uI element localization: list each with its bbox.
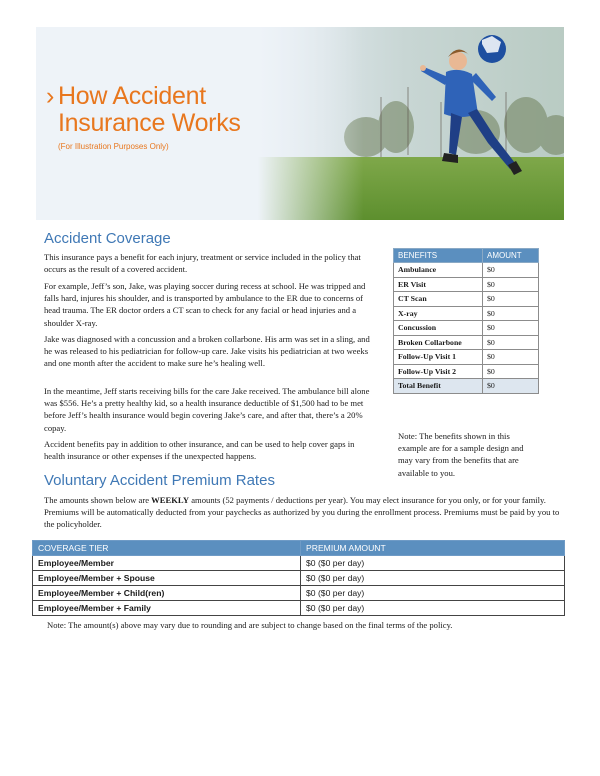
premium-intro <box>44 494 562 531</box>
premium-amount: $0 ($0 per day) <box>301 556 565 571</box>
accident-coverage-heading: Accident Coverage <box>44 230 171 247</box>
benefits-note: Note: The benefits shown in this example are for a sample design and may vary from the benefits that are available to you. <box>398 431 524 478</box>
benefit-amount: $0 <box>483 277 539 292</box>
benefit-amount: $0 <box>483 292 539 307</box>
premium-amount: $0 ($0 per day) <box>301 601 565 616</box>
benefit-amount: $0 <box>483 263 539 278</box>
table-row <box>394 321 539 336</box>
benefit-amount: $0 <box>483 364 539 379</box>
premium-amount: $0 ($0 per day) <box>301 586 565 601</box>
table-row <box>394 263 539 278</box>
hero-title-line1: How Accident <box>58 82 206 110</box>
table-row <box>394 335 539 350</box>
premium-footnote: Note: The amount(s) above may vary due to rounding and are subject to change based on the final terms of the policy. <box>47 620 453 630</box>
benefit-amount: $0 <box>483 321 539 336</box>
table-row <box>394 350 539 365</box>
premium-table <box>32 540 565 616</box>
accident-paragraph-2: For example, Jeff’s son, Jake, was playing soccer during recess at school. He was tripped and falls hard, injures his shoulder, and is transported by ambulance to the ER due to concerns of head trauma. The ER doctor orders a CT scan to check for any facial or head injuries and a shoulder X-ray. <box>44 281 366 328</box>
benefit-name: CT Scan <box>394 292 483 307</box>
premium-amount: $0 ($0 per day) <box>301 571 565 586</box>
premium-header-row <box>33 541 565 556</box>
table-row <box>394 277 539 292</box>
coverage-tier: Employee/Member + Child(ren) <box>33 586 301 601</box>
total-label: Total Benefit <box>394 379 483 394</box>
benefits-header-row <box>394 249 539 263</box>
table-row <box>394 292 539 307</box>
table-row <box>33 586 565 601</box>
premium-header-amount: PREMIUM AMOUNT <box>301 541 565 556</box>
benefit-name: Concussion <box>394 321 483 336</box>
table-row <box>33 571 565 586</box>
coverage-tier: Employee/Member <box>33 556 301 571</box>
benefit-amount: $0 <box>483 335 539 350</box>
total-row <box>394 379 539 394</box>
benefit-amount: $0 <box>483 350 539 365</box>
benefit-name: Follow-Up Visit 2 <box>394 364 483 379</box>
table-row <box>33 601 565 616</box>
accident-paragraph-3: Jake was diagnosed with a concussion and a broken collarbone. His arm was set in a sling, and he was released to his pediatrician for follow-up care. Jake visits his pediatrician at two weeks and one month after the accident to make sure he’s healing well. <box>44 334 370 369</box>
accident-paragraph-5: Accident benefits pay in addition to other insurance, and can be used to help cover gaps in health insurance or other expenses if the unexpected happens. <box>44 439 355 462</box>
benefits-header-amount: AMOUNT <box>483 249 539 263</box>
accident-paragraph-4: In the meantime, Jeff starts receiving bills for the care Jake received. The ambulance bill alone was $556. He’s a pretty healthy kid, so a health insurance deductible of $1,500 had to be met before Jeff’s health insurance would begin covering Jake’s care, and after that, there’s a 20% copay. <box>44 386 370 433</box>
hero-banner <box>36 27 564 220</box>
accident-paragraph-1: This insurance pays a benefit for each injury, treatment or service included in the policy that occurs as the result of a covered accident. <box>44 252 361 275</box>
premium-intro-weekly: WEEKLY <box>151 495 190 505</box>
coverage-tier: Employee/Member + Spouse <box>33 571 301 586</box>
premium-header-tier: COVERAGE TIER <box>33 541 301 556</box>
hero-title <box>46 83 241 137</box>
total-amount: $0 <box>483 379 539 394</box>
benefit-name: Follow-Up Visit 1 <box>394 350 483 365</box>
premium-intro-before: The amounts shown below are <box>44 495 152 505</box>
benefit-name: Ambulance <box>394 263 483 278</box>
table-row <box>394 306 539 321</box>
benefit-amount: $0 <box>483 306 539 321</box>
table-row <box>394 364 539 379</box>
benefit-name: Broken Collarbone <box>394 335 483 350</box>
benefit-name: X-ray <box>394 306 483 321</box>
coverage-tier: Employee/Member + Family <box>33 601 301 616</box>
hero-subtitle: (For Illustration Purposes Only) <box>58 142 169 151</box>
benefits-table <box>393 248 539 394</box>
benefit-name: ER Visit <box>394 277 483 292</box>
chevron-right-icon: › <box>46 82 55 110</box>
premium-intro-after: amounts (52 payments / deductions per year). You may elect insurance for you only, or for your family. Premiums will be automatically deducted from your paychecks as authorized by you during the enrollment process. Premiums must be paid by you to the policyholder. <box>44 495 560 530</box>
benefits-header-benefit: BENEFITS <box>394 249 483 263</box>
premium-rates-heading: Voluntary Accident Premium Rates <box>44 472 275 489</box>
table-row <box>33 556 565 571</box>
hero-title-line2: Insurance Works <box>58 109 241 137</box>
